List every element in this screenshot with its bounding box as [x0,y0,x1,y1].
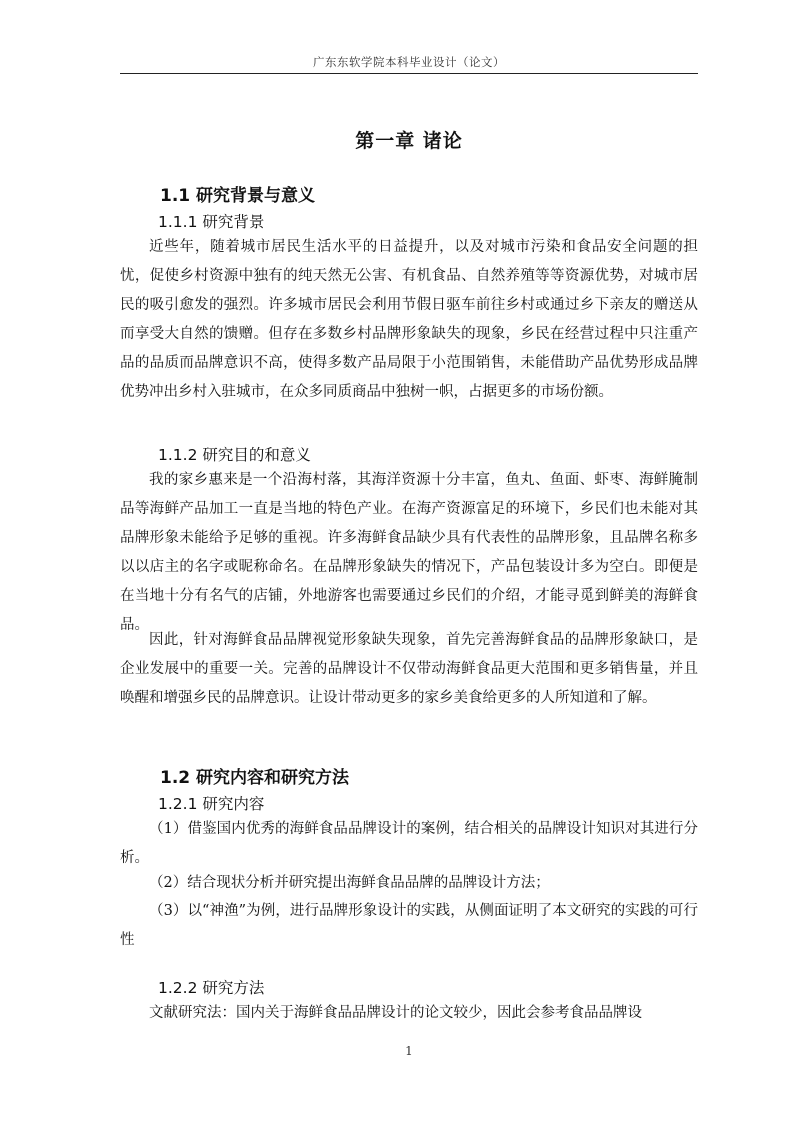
paragraph-method-1: 文献研究法：国内关于海鲜食品品牌设计的论文较少，因此会参考食品品牌设 [149,1005,642,1021]
paragraph-content-2: （2）结合现状分析并研究提出海鲜食品品牌的品牌设计方法； [149,875,550,891]
page-header: 广东东软学院本科毕业设计（论文） [313,55,505,69]
paragraph-background: 近些年，随着城市居民生活水平的日益提升，以及对城市污染和食品安全问题的担忧，促使乡村资源中独有的纯天然无公害、有机食品、自然养殖等等资源优势，对城市居民的吸引愈发的强烈。许多城市居民会利用节假日驱车前往乡村或通过乡下亲友的赠送从而享受大自然的馈赠。但存在多数乡村品牌形象缺失的现象，乡民在经营过程中只注重产品的品质而品牌意识不高，使得多数产品局限于小范围销售，未能借助产品优势形成品牌优势冲出乡村入驻城市，在众多同质商品中独树一帜，占据更多的市场份额。 [120,239,698,400]
subsection-heading-1-1-2: 1.1.2 研究目的和意义 [158,446,311,464]
subsection-heading-1-2-2: 1.2.2 研究方法 [158,979,265,997]
section-heading-1-2: 1.2 研究内容和研究方法 [160,768,350,788]
subsection-heading-1-1-1: 1.1.1 研究背景 [158,213,265,231]
section-heading-1-1: 1.1 研究背景与意义 [160,186,316,206]
subsection-heading-1-2-1: 1.2.1 研究内容 [158,795,265,813]
page-number: 1 [405,1044,413,1058]
paragraph-purpose-2: 因此，针对海鲜食品品牌视觉形象缺失现象，首先完善海鲜食品的品牌形象缺口，是企业发展中的重要一关。完善的品牌设计不仅带动海鲜食品更大范围和更多销售量，并且唤醒和增强乡民的品牌意识。让设计带动更多的家乡美食给更多的人所知道和了解。 [120,632,698,706]
paragraph-content-1: （1）借鉴国内优秀的海鲜食品品牌设计的案例，结合相关的品牌设计知识对其进行分析。 [120,821,698,866]
paragraph-purpose-1: 我的家乡惠来是一个沿海村落，其海洋资源十分丰富，鱼丸、鱼面、虾枣、海鲜腌制品等海鲜产品加工一直是当地的特色产业。在海产资源富足的环境下，乡民们也未能对其品牌形象未能给予足够的重视。许多海鲜食品缺少具有代表性的品牌形象，且品牌名称多以以店主的名字或昵称命名。在品牌形象缺失的情况下，产品包装设计多为空白。即便是在当地十分有名气的店铺，外地游客也需要通过乡民们的介绍，才能寻觅到鲜美的海鲜食品。 [120,472,698,633]
header-divider [120,73,698,74]
paragraph-content-3: （3）以“神渔”为例，进行品牌形象设计的实践，从侧面证明了本文研究的实践的可行性 [120,903,698,948]
chapter-title: 第一章 诸论 [355,130,463,152]
